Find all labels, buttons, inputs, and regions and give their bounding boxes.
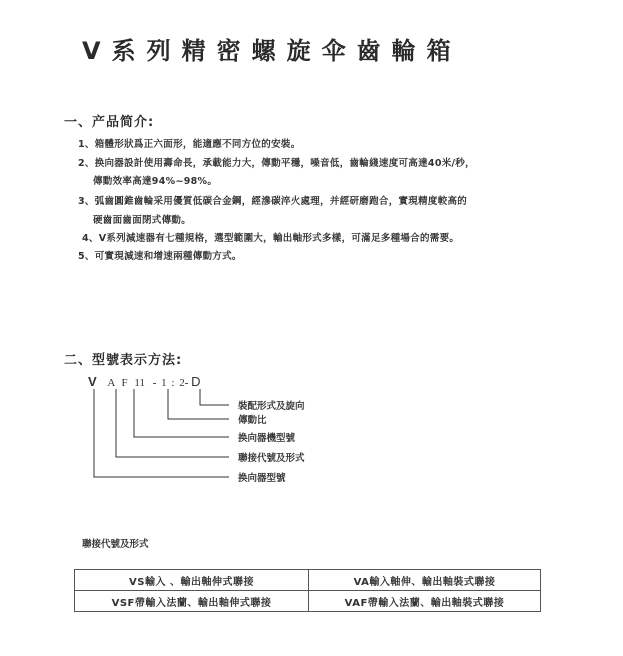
label-ratio: 傳動比: [238, 415, 267, 426]
label-machine-type: 换向器機型號: [238, 433, 296, 444]
table-cell: VSF帶輸入法蘭、輸出軸伸式聯接: [75, 591, 309, 612]
intro-item-4: 4、V系列減速器有七種規格，選型範圍大，輸出軸形式多樣，可滿足多種場合的需要。: [82, 233, 460, 244]
intro-item-5: 5、可實現減速和增速兩種傳動方式。: [78, 251, 242, 262]
table-cell: VAF帶輸入法蘭、輸出軸裝式聯接: [309, 591, 541, 612]
code-f: F: [121, 377, 128, 389]
line-ratio: [168, 389, 229, 419]
line-machine-type: [134, 389, 229, 437]
code-colon: :: [171, 377, 175, 389]
table-row: [75, 591, 541, 612]
line-assembly: [200, 389, 229, 405]
connection-heading: 聯接代號及形式: [82, 539, 149, 550]
code-11: 11: [134, 377, 145, 389]
page-title: V系列精密螺旋伞齒輪箱: [82, 37, 462, 65]
model-heading: 二、型號表示方法:: [64, 353, 183, 368]
code-1: 1: [161, 377, 167, 389]
intro-item-3: 3、弧齒圓錐齒輪采用優質低碳合金鋼，經滲碳淬火處理，并經研磨跑合，實現精度較高的: [78, 196, 468, 207]
line-reverser-type: [94, 389, 229, 477]
table-cell: VS輸入 、輸出軸伸式聯接: [75, 570, 309, 591]
label-assembly-rotation: 裝配形式及旋向: [238, 401, 305, 412]
intro-item-2: 2、换向器設計使用壽命長，承載能力大，傳動平穩，噪音低，齒輪綫速度可高達40米/秒，: [78, 158, 475, 169]
table-cell: VA輸入軸伸、輸出軸裝式聯接: [309, 570, 541, 591]
label-connection-form: 聯接代號及形式: [238, 453, 305, 464]
intro-item-3-cont: 硬齒面齒面閉式傳動。: [93, 215, 192, 226]
intro-item-1: 1、箱體形狀爲正六面形，能適應不同方位的安裝。: [78, 139, 301, 150]
line-connection: [116, 389, 229, 457]
code-dash-2: -: [184, 377, 189, 389]
table-row: [75, 570, 541, 591]
intro-item-2-cont: 傳動效率高達94%~98%。: [93, 176, 218, 187]
label-reverser-type: 换向器型號: [238, 473, 286, 484]
intro-heading: 一、产品简介:: [64, 115, 155, 130]
code-dash-1: -: [152, 377, 157, 389]
connection-table: [74, 569, 541, 612]
code-2: 2: [179, 377, 185, 389]
code-d: D: [191, 374, 201, 389]
code-a: A: [107, 377, 115, 389]
code-v: V: [88, 374, 97, 389]
